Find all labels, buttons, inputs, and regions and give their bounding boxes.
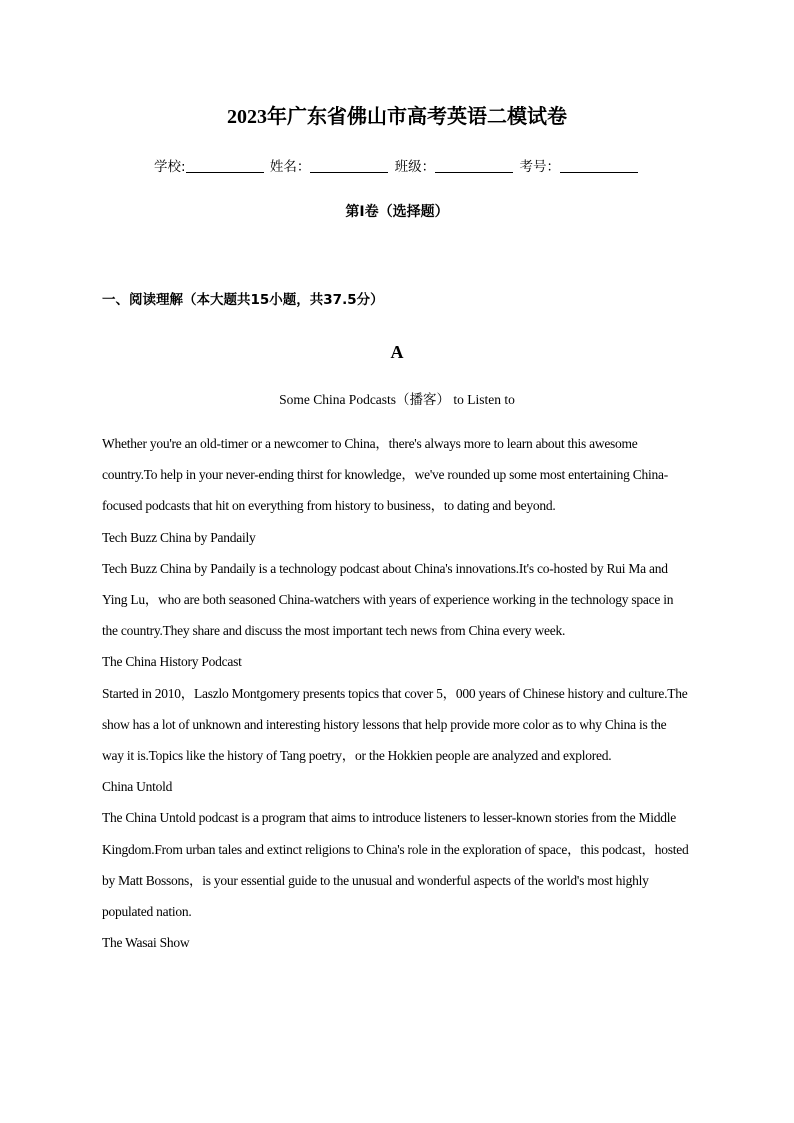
student-info-line: [0, 157, 794, 177]
passage-title: Some China Podcasts（播客） to Listen to: [279, 392, 515, 407]
passage-letter: A: [390, 342, 404, 362]
podcast-description-china-history: Started in 2010，Laszlo Montgomery presents topics that cover 5，000 years of Chinese history and culture.The show has a lot of unknown and interesting history lessons that help provide more color as to why China is the way it is.Topics like the history of Tang poetry，or the Hokkien people are analyzed and explored.: [102, 685, 688, 764]
exam-title: 2023年广东省佛山市高考英语二模试卷: [227, 106, 567, 128]
name-blank[interactable]: [310, 158, 388, 173]
intro-paragraph: Whether you're an old-timer or a newcomer to China，there's always more to learn about this awesome country.To help in your never-ending thirst for knowledge，we've rounded up some most entertaining China-focused podcasts that hit on everything from history to business，to dating and beyond.: [102, 436, 668, 514]
school-blank[interactable]: [186, 158, 264, 173]
podcast-description-tech-buzz: Tech Buzz China by Pandaily is a technology podcast about China's innovations.It's co-hosted by Rui Ma and Ying Lu，who are both seasoned China-watchers with years of experience working in the technology space in the country.They share and discuss the most important tech news from China every week.: [102, 560, 674, 639]
passage-body: [102, 428, 690, 958]
podcast-description-china-untold: The China Untold podcast is a program that aims to introduce listeners to lesser-known stories from the Middle Kingdom.From urban tales and extinct religions to China's role in the exploration of space，this podcast，hosted by Matt Bossons，is your essential guide to the unusual and wonderful aspects of the world's most highly populated nation.: [102, 810, 689, 920]
podcast-heading-china-history: The China History Podcast: [102, 654, 242, 670]
section-title: 第I卷（选择题）: [345, 204, 449, 220]
podcast-heading-wasai-show: The Wasai Show: [102, 935, 190, 951]
exam-number-label: 考号：: [519, 159, 560, 175]
podcast-heading-tech-buzz: Tech Buzz China by Pandaily: [102, 529, 256, 545]
part-heading: 一、阅读理解（本大题共15小题，共37.5分）: [102, 292, 384, 308]
school-label: 学校:: [154, 159, 186, 175]
class-label: 班级：: [394, 159, 436, 175]
exam-number-blank[interactable]: [560, 158, 638, 173]
class-blank[interactable]: [435, 158, 513, 173]
podcast-heading-china-untold: China Untold: [102, 779, 173, 795]
name-label: 姓名：: [269, 159, 311, 175]
